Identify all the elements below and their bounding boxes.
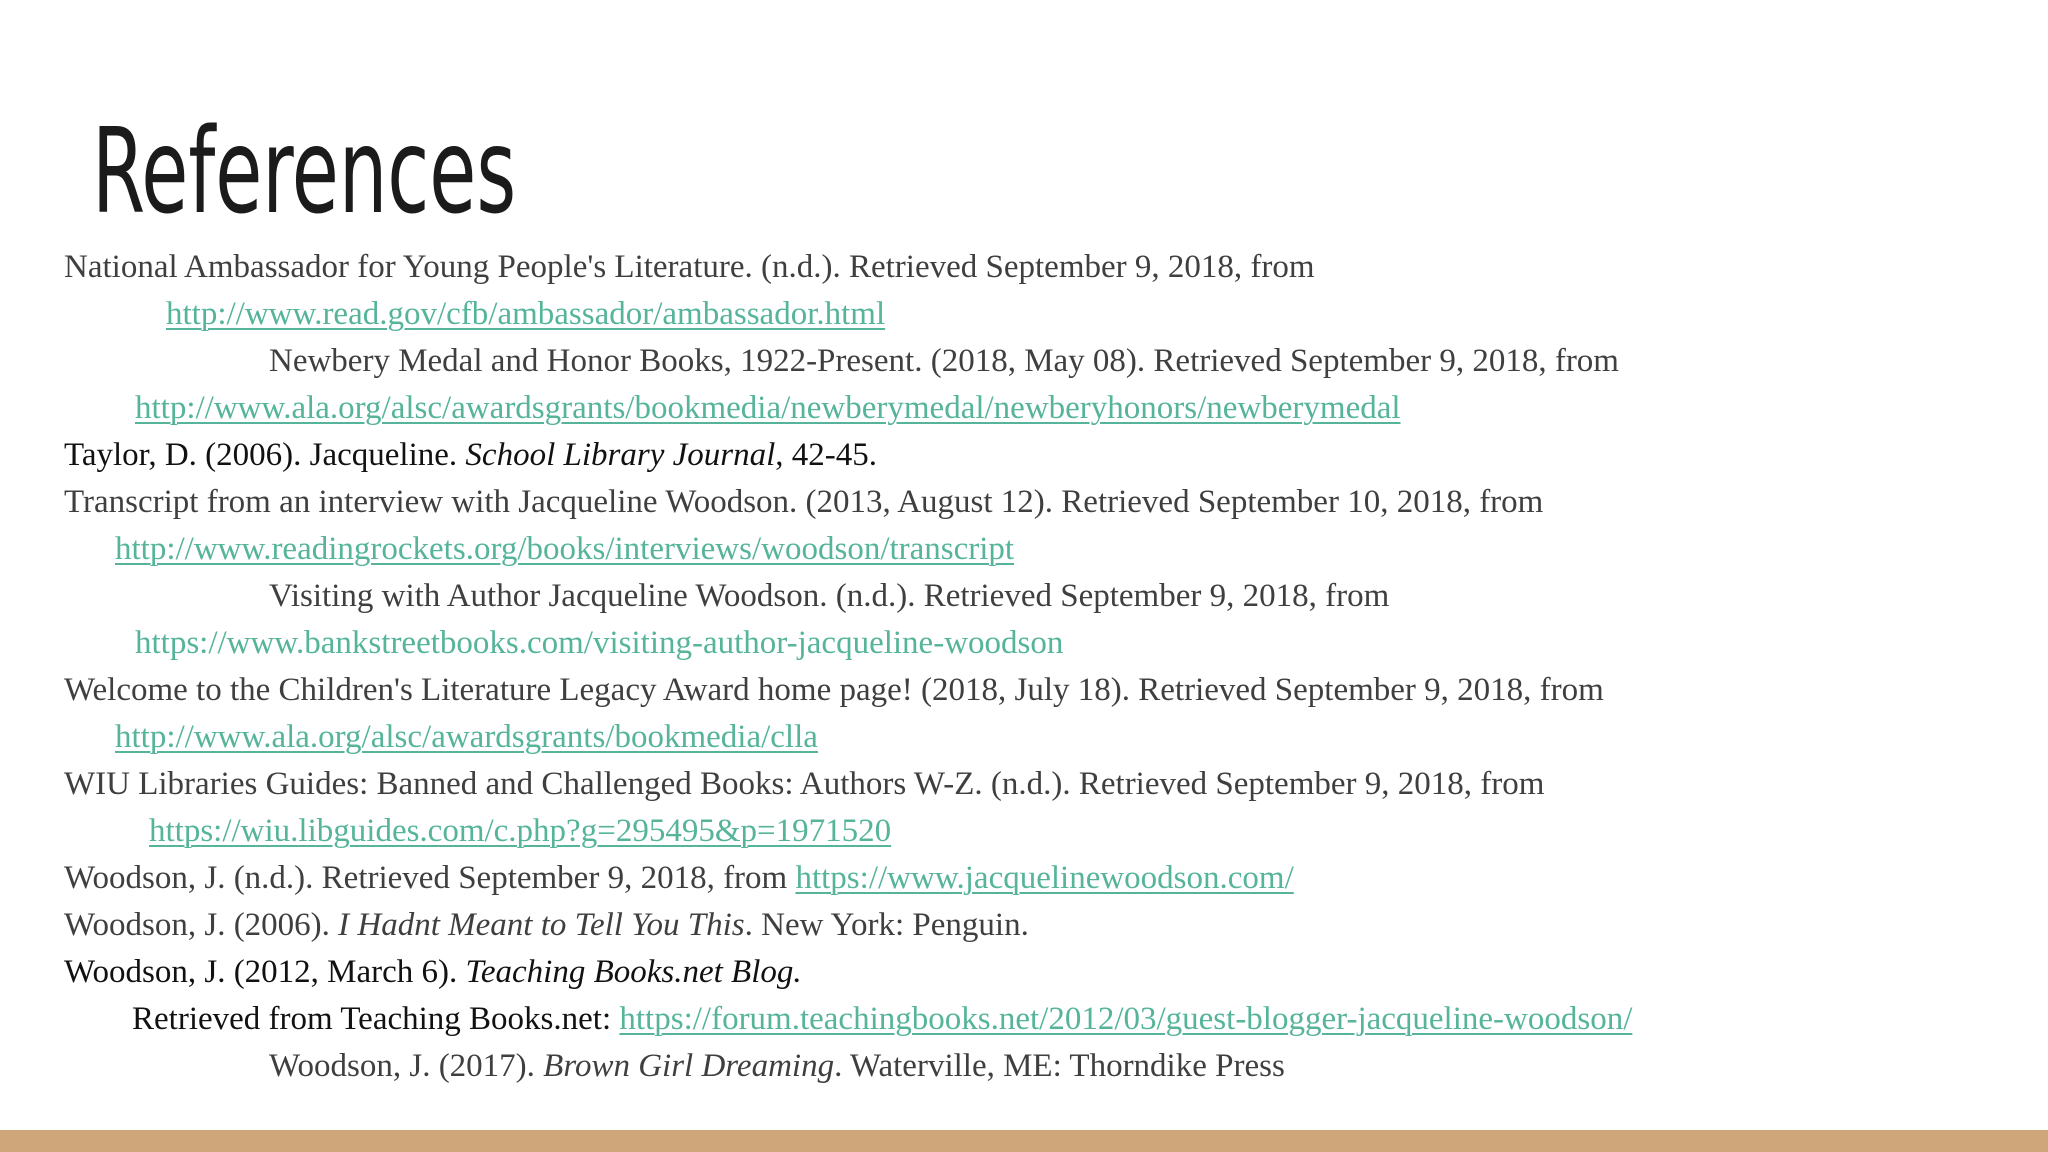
- reference-3-pre: Taylor, D. (2006). Jacqueline.: [64, 437, 466, 473]
- reference-4-link-line: [115, 526, 1014, 573]
- reference-6-link-line: [115, 714, 818, 761]
- reference-6-text: Welcome to the Children's Literature Legacy Award home page! (2018, July 18). Retrieved September 9, 2018, from: [64, 672, 1604, 708]
- reference-7-link-line: [149, 808, 891, 855]
- reference-4-text: Transcript from an interview with Jacqueline Woodson. (2013, August 12). Retrieved September 10, 2018, from: [64, 484, 1544, 520]
- reference-1-link[interactable]: http://www.read.gov/cfb/ambassador/ambassador.html: [166, 296, 886, 332]
- reference-3: [64, 432, 877, 479]
- reference-8: [64, 855, 1294, 902]
- reference-9-book-title: I Hadnt Meant to Tell You This: [338, 907, 745, 943]
- reference-3-journal: School Library Journal: [465, 437, 776, 473]
- page-title: References: [92, 102, 517, 240]
- reference-2-link-line: [135, 385, 1401, 432]
- reference-2-link[interactable]: http://www.ala.org/alsc/awardsgrants/bookmedia/newberymedal/newberyhonors/newberymedal: [135, 390, 1401, 426]
- reference-7-link[interactable]: https://wiu.libguides.com/c.php?g=295495&p=1971520: [149, 813, 892, 849]
- reference-11: [269, 1043, 1285, 1090]
- reference-2-text: Newbery Medal and Honor Books, 1922-Present. (2018, May 08). Retrieved September 9, 2018, from: [269, 343, 1619, 379]
- reference-5-link-line: [135, 620, 1063, 667]
- reference-11-book-title: Brown Girl Dreaming: [543, 1048, 835, 1084]
- reference-9: [64, 902, 1029, 949]
- footer-bar: [0, 1130, 2048, 1152]
- reference-10-link[interactable]: https://forum.teachingbooks.net/2012/03/guest-blogger-jacqueline-woodson/: [619, 1001, 1633, 1037]
- reference-1-text: National Ambassador for Young People's Literature. (n.d.). Retrieved September 9, 2018, from: [64, 249, 1315, 285]
- reference-6-link[interactable]: http://www.ala.org/alsc/awardsgrants/bookmedia/clla: [115, 719, 818, 755]
- reference-10-line2: [132, 996, 1632, 1043]
- reference-9-post: . New York: Penguin.: [744, 907, 1029, 943]
- reference-10-pre: Woodson, J. (2012, March 6).: [64, 954, 466, 990]
- reference-3-post: , 42-45.: [775, 437, 877, 473]
- reference-9-pre: Woodson, J. (2006).: [64, 907, 339, 943]
- reference-10: [64, 949, 802, 996]
- reference-8-link[interactable]: https://www.jacquelinewoodson.com/: [795, 860, 1294, 896]
- reference-7-text: WIU Libraries Guides: Banned and Challenged Books: Authors W-Z. (n.d.). Retrieved September 9, 2018, from: [64, 766, 1545, 802]
- reference-4-link[interactable]: http://www.readingrockets.org/books/interviews/woodson/transcript: [115, 531, 1015, 567]
- reference-10-retrieved: Retrieved from Teaching Books.net:: [132, 1001, 620, 1037]
- reference-1-link-line: [166, 291, 885, 338]
- reference-11-post: . Waterville, ME: Thorndike Press: [834, 1048, 1285, 1084]
- reference-11-pre: Woodson, J. (2017).: [269, 1048, 544, 1084]
- reference-8-text: Woodson, J. (n.d.). Retrieved September 9, 2018, from: [64, 860, 796, 896]
- reference-5-text: Visiting with Author Jacqueline Woodson. (n.d.). Retrieved September 9, 2018, from: [269, 578, 1390, 614]
- reference-10-blog-title: Teaching Books.net Blog.: [465, 954, 802, 990]
- reference-5-link[interactable]: https://www.bankstreetbooks.com/visiting-author-jacqueline-woodson: [135, 625, 1064, 661]
